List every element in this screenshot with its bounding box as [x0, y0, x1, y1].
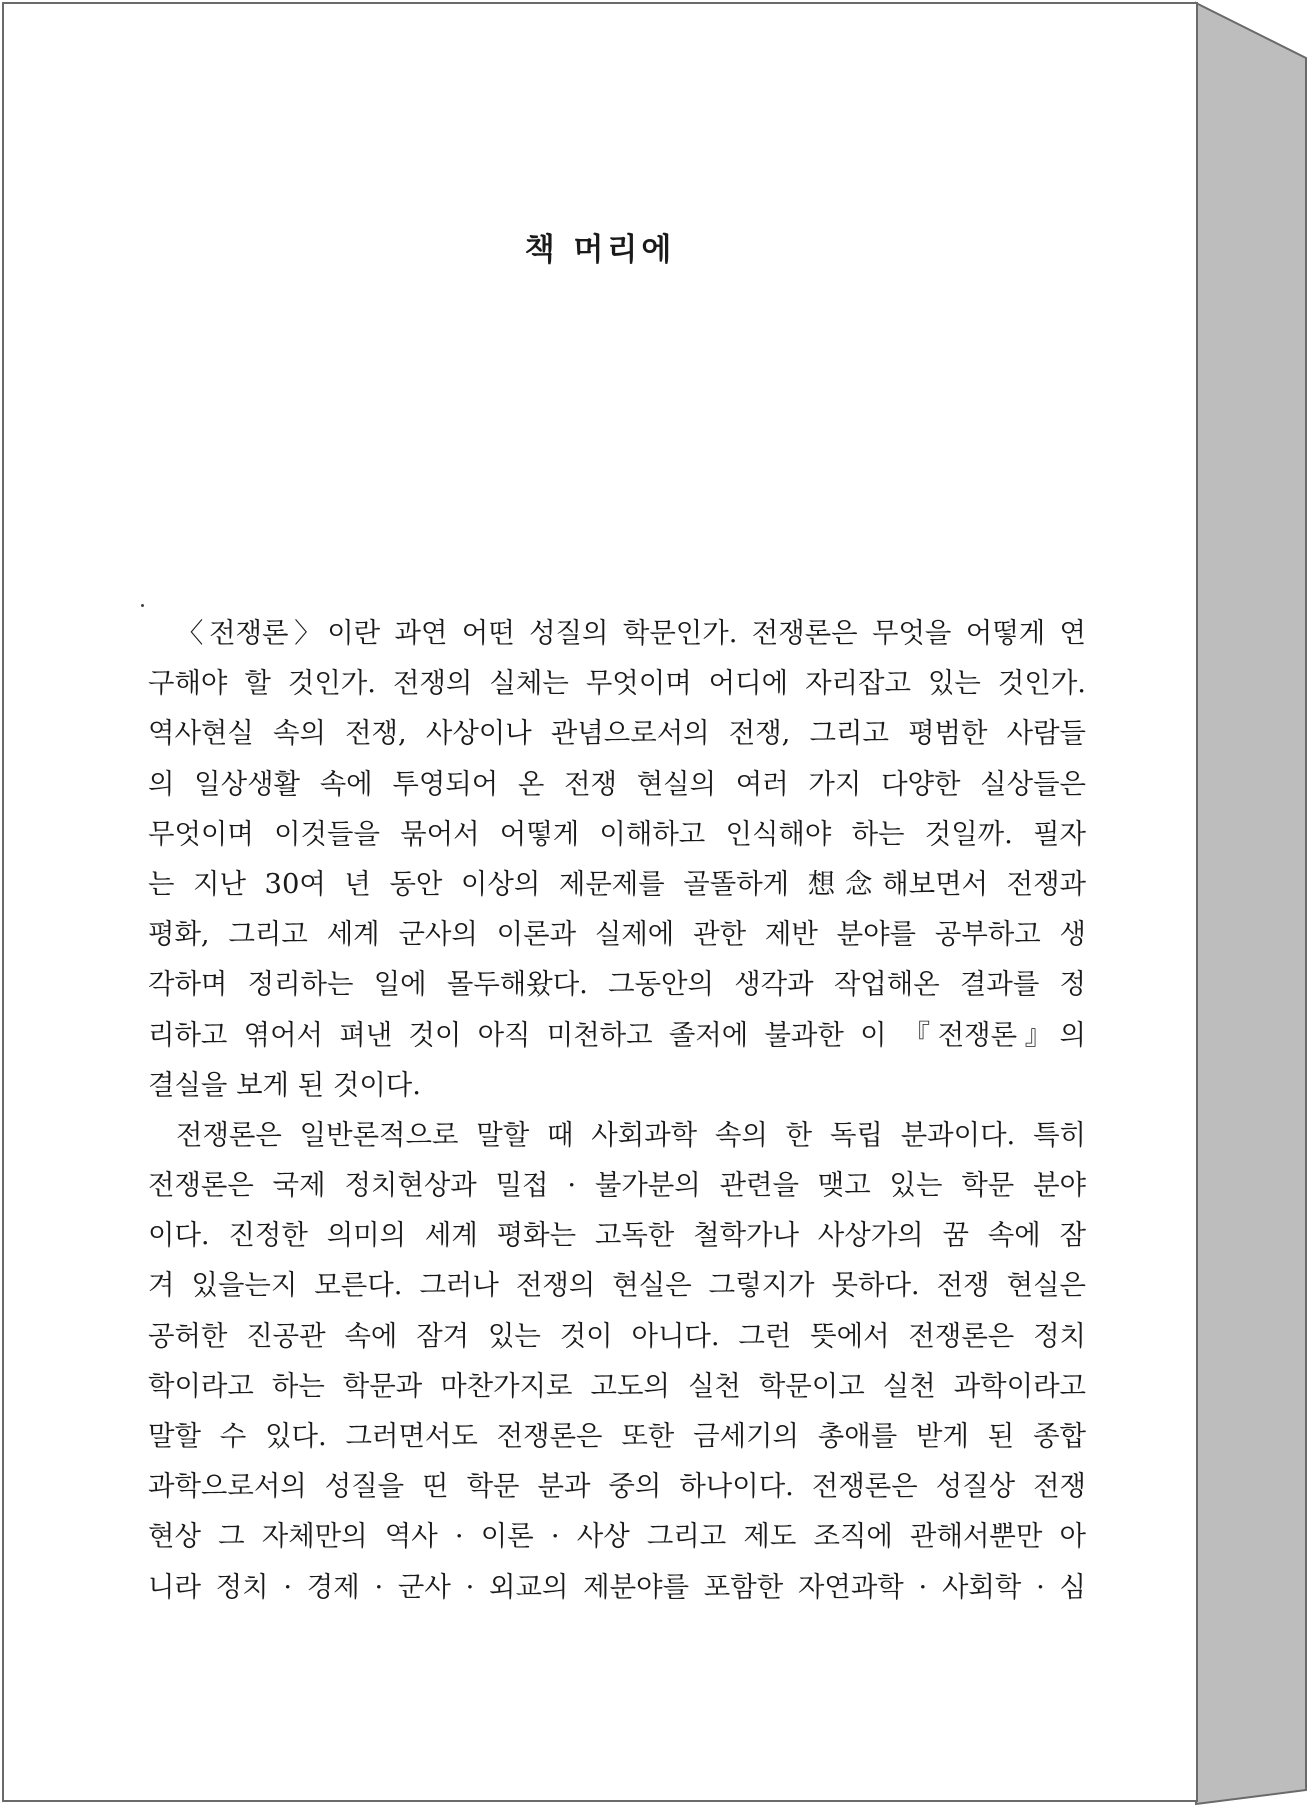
page-title: 책 머리에: [524, 232, 676, 268]
text-line: 리하고 엮어서 펴낸 것이 아직 미천하고 졸저에 불과한 이 『전쟁론』의: [148, 1019, 1086, 1051]
text-line: 의 일상생활 속에 투영되어 온 전쟁 현실의 여러 가지 다양한 실상들은: [148, 768, 1086, 800]
text-line: 전쟁론은 일반론적으로 말할 때 사회과학 속의 한 독립 분과이다. 특히: [176, 1119, 1086, 1151]
text-line: 〈전쟁론〉이란 과연 어떤 성질의 학문인가. 전쟁론은 무엇을 어떻게 연: [176, 618, 1086, 649]
text-line: 과학으로서의 성질을 띤 학문 분과 중의 하나이다. 전쟁론은 성질상 전쟁: [148, 1471, 1086, 1503]
paragraph: [148, 1111, 1086, 1613]
text-line: 역사현실 속의 전쟁, 사상이나 관념으로서의 전쟁, 그리고 평범한 사람들: [148, 718, 1086, 750]
text-line: 공허한 진공관 속에 잠겨 있는 것이 아니다. 그런 뜻에서 전쟁론은 정치: [148, 1320, 1086, 1352]
text-line: 겨 있을는지 모른다. 그러나 전쟁의 현실은 그렇지가 못하다. 전쟁 현실은: [148, 1270, 1086, 1302]
book-thickness-face: [1196, 3, 1306, 1804]
book-page: [2, 2, 1198, 1802]
text-line: 현상 그 자체만의 역사 · 이론 · 사상 그리고 제도 조직에 관해서뿐만 아: [148, 1521, 1086, 1553]
text-line: 결실을 보게 된 것이다.: [148, 1069, 421, 1101]
text-line: 평화, 그리고 세계 군사의 이론과 실제에 관한 제반 분야를 공부하고 생: [148, 919, 1086, 951]
text-line: 말할 수 있다. 그러면서도 전쟁론은 또한 금세기의 총애를 받게 된 종합: [148, 1421, 1086, 1452]
paragraph: [148, 609, 1086, 1111]
scan-speck: [141, 604, 144, 607]
text-line: 학이라고 하는 학문과 마찬가지로 고도의 실천 학문이고 실천 과학이라고: [148, 1370, 1086, 1402]
text-line: 각하며 정리하는 일에 몰두해왔다. 그동안의 생각과 작업해온 결과를 정: [148, 969, 1086, 1001]
text-line: 이다. 진정한 의미의 세계 평화는 고독한 철학가나 사상가의 꿈 속에 잠: [148, 1220, 1086, 1252]
text-line: 는 지난 30여 년 동안 이상의 제문제를 골똘하게 想念해보면서 전쟁과: [148, 868, 1086, 900]
text-line: 전쟁론은 국제 정치현상과 밀접 · 불가분의 관련을 맺고 있는 학문 분야: [148, 1170, 1086, 1202]
text-line: 무엇이며 이것들을 묶어서 어떻게 이해하고 인식해야 하는 것일까. 필자: [148, 818, 1086, 850]
text-line: 구해야 할 것인가. 전쟁의 실체는 무엇이며 어디에 자리잡고 있는 것인가.: [148, 668, 1086, 700]
body-text: [148, 609, 1086, 1613]
text-line: 니라 정치 · 경제 · 군사 · 외교의 제분야를 포함한 자연과학 · 사회학 · 심: [148, 1571, 1086, 1603]
